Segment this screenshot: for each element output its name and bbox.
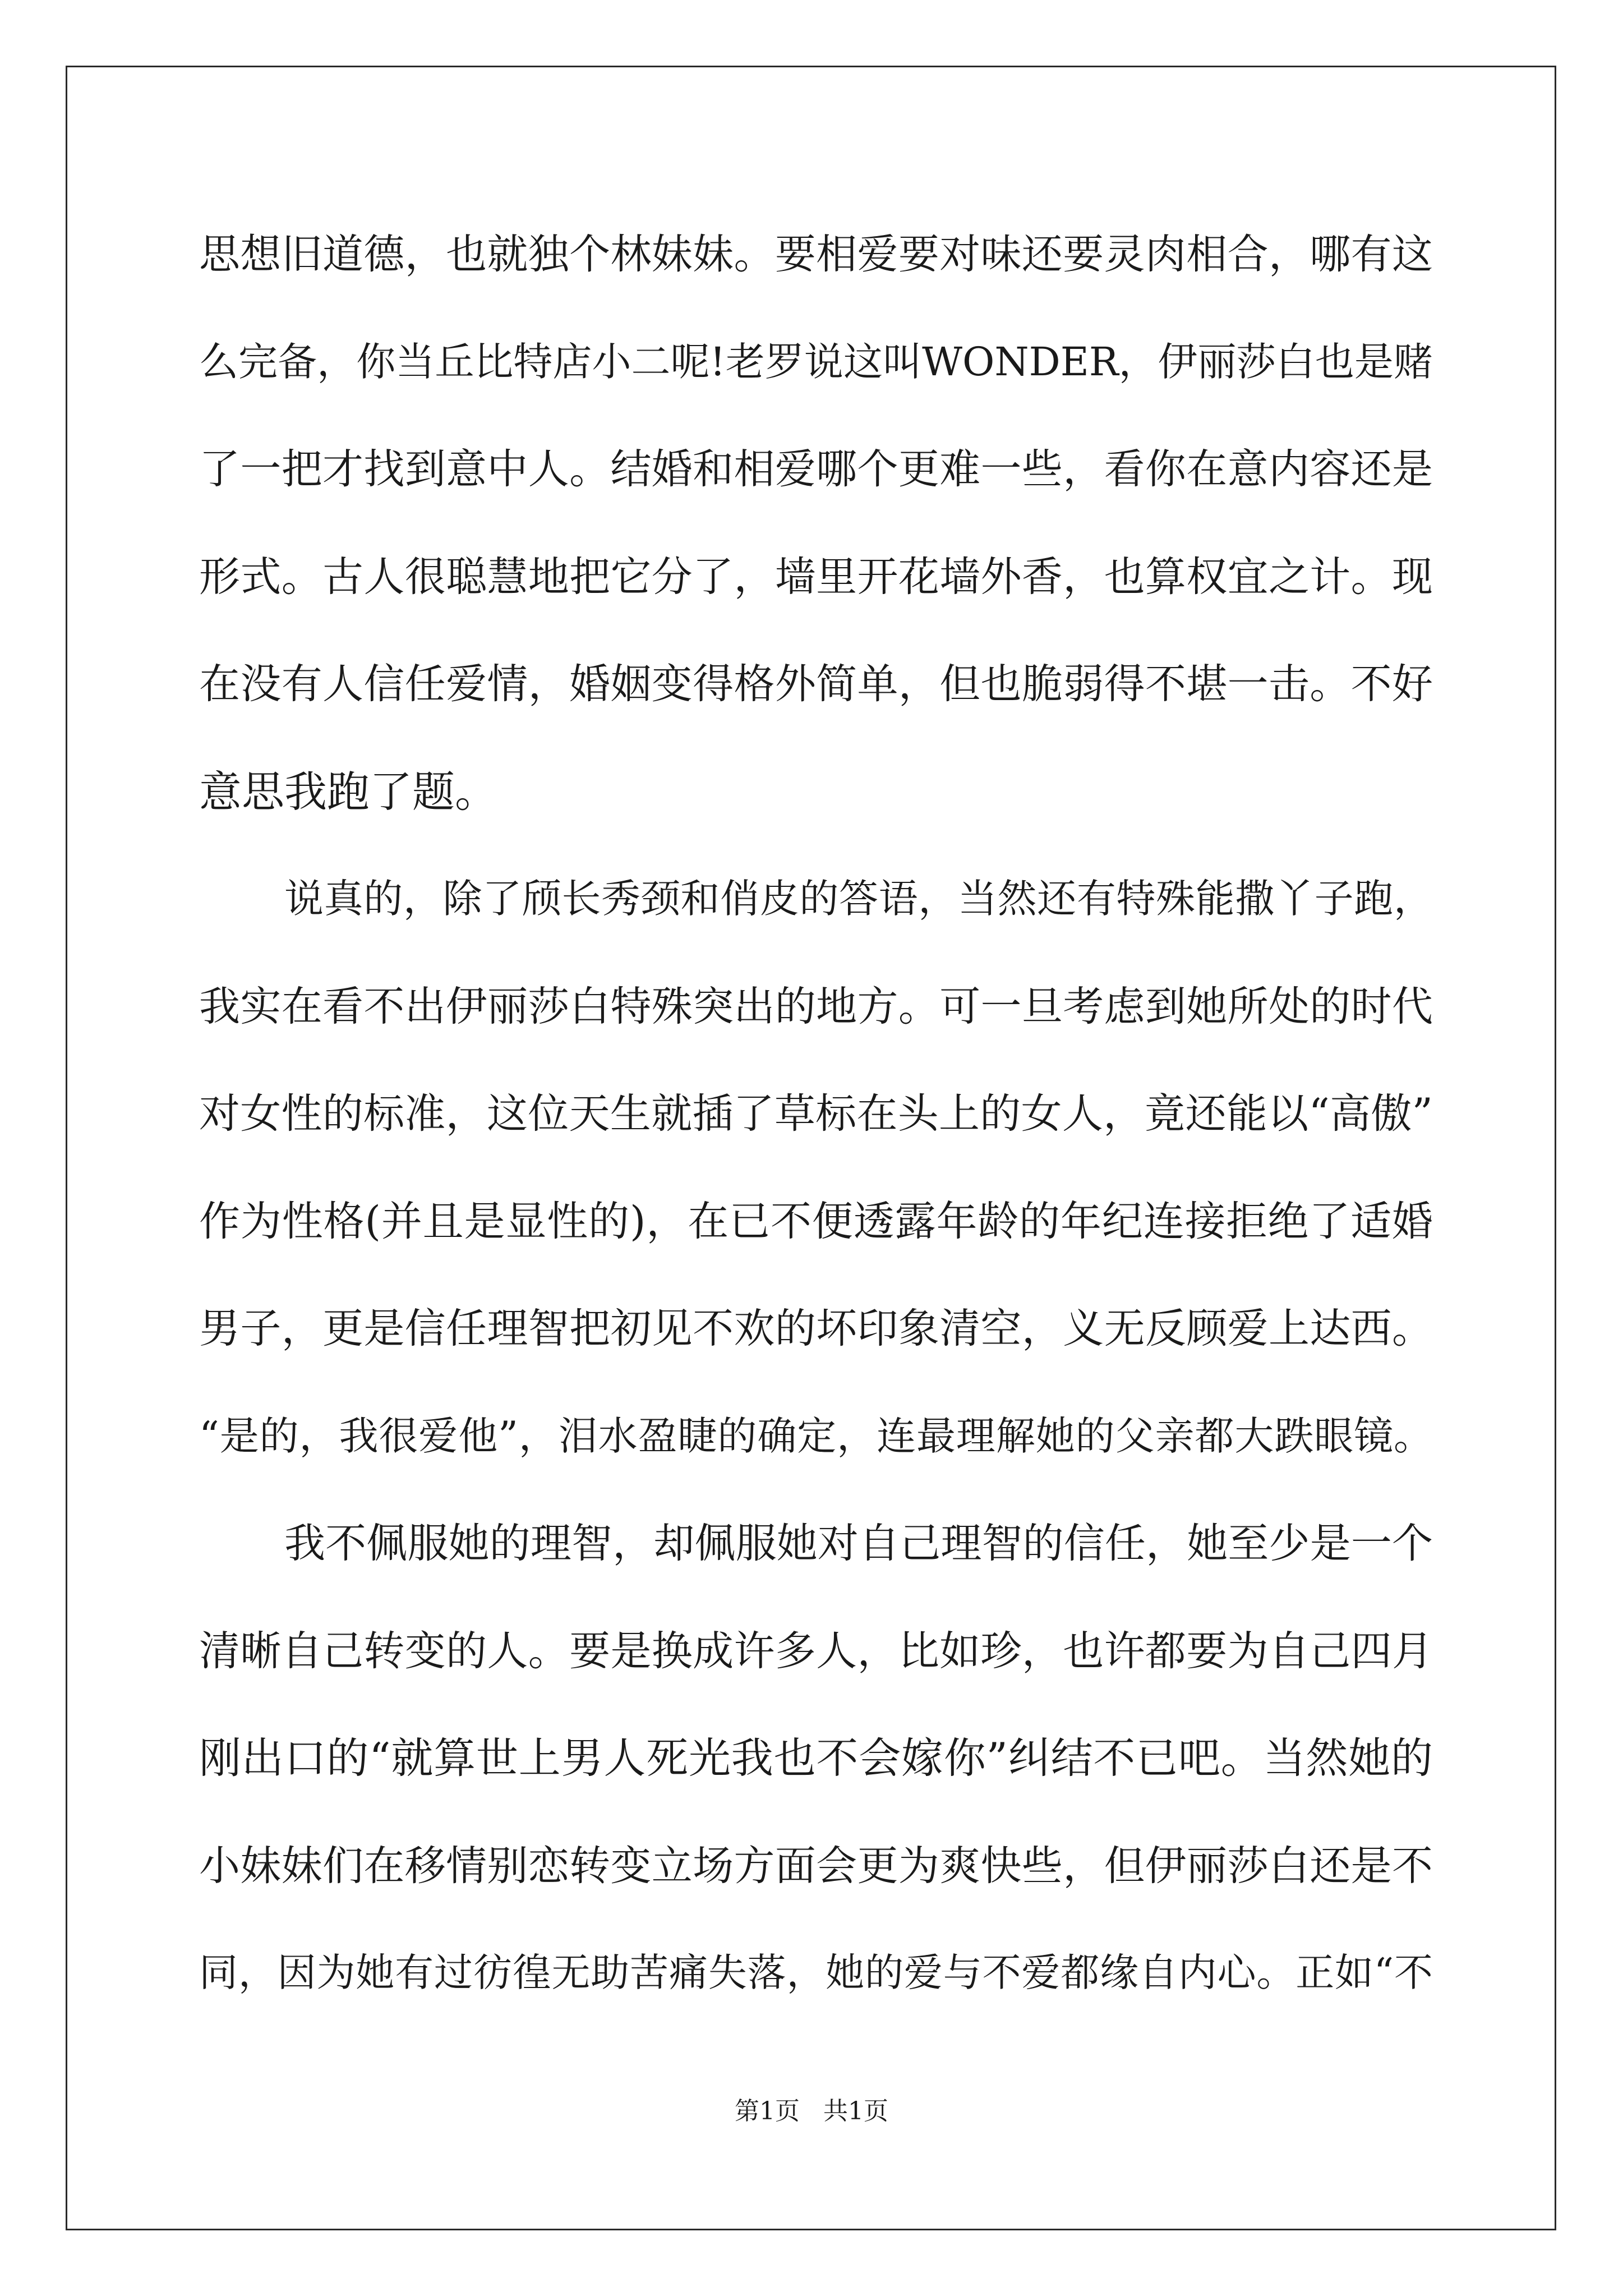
- text-line: 我实在看不出伊丽莎白特殊突出的地方。可一旦考虑到她所处的时代: [199, 982, 1433, 1030]
- text-line: 说真的，除了颀长秀颈和俏皮的答语，当然还有特殊能撒丫子跑，: [284, 876, 1433, 922]
- text-line: 小妹妹们在移情别恋转变立场方面会更为爽快些，但伊丽莎白还是不: [199, 1842, 1433, 1890]
- text-line: 男子，更是信任理智把初见不欢的坏印象清空，义无反顾爱上达西。: [199, 1305, 1433, 1352]
- text-line: 思想旧道德，也就独个林妹妹。要相爱要对味还要灵肉相合，哪有这: [199, 231, 1433, 278]
- text-line: 清晰自己转变的人。要是换成许多人，比如珍，也许都要为自己四月: [199, 1627, 1433, 1675]
- document-body: [199, 201, 1433, 2027]
- text-line: 我不佩服她的理智，却佩服她对自己理智的信任，她至少是一个: [284, 1520, 1433, 1567]
- text-line: 形式。古人很聪慧地把它分了，墙里开花墙外香，也算权宜之计。现: [199, 553, 1433, 601]
- page-number-label: 第1页 共1页: [735, 2097, 888, 2125]
- text-line: 刚出口的“就算世上男人死光我也不会嫁你”纠结不已吧。当然她的: [199, 1733, 1433, 1783]
- text-line: 了一把才找到意中人。结婚和相爱哪个更难一些，看你在意内容还是: [199, 445, 1433, 493]
- text-line: 对女性的标准，这位天生就插了草标在头上的女人，竟还能以“高傲”: [199, 1090, 1433, 1138]
- text-line: “是的，我很爱他”，泪水盈睫的确定，连最理解她的父亲都大跌眼镜。: [199, 1412, 1433, 1459]
- text-line: 意思我跑了题。: [199, 766, 497, 817]
- text-line: 作为性格(并且是显性的)，在已不便透露年龄的年纪连接拒绝了适婚: [199, 1197, 1433, 1245]
- text-line: 么完备，你当丘比特店小二呢!老罗说这叫WONDER，伊丽莎白也是赌: [199, 338, 1433, 385]
- text-line: 在没有人信任爱情，婚姻变得格外简单，但也脆弱得不堪一击。不好: [199, 660, 1433, 708]
- text-line: 同，因为她有过彷徨无助苦痛失落，她的爱与不爱都缘自内心。正如“不: [199, 1950, 1433, 1995]
- page-footer: [0, 2091, 1623, 2127]
